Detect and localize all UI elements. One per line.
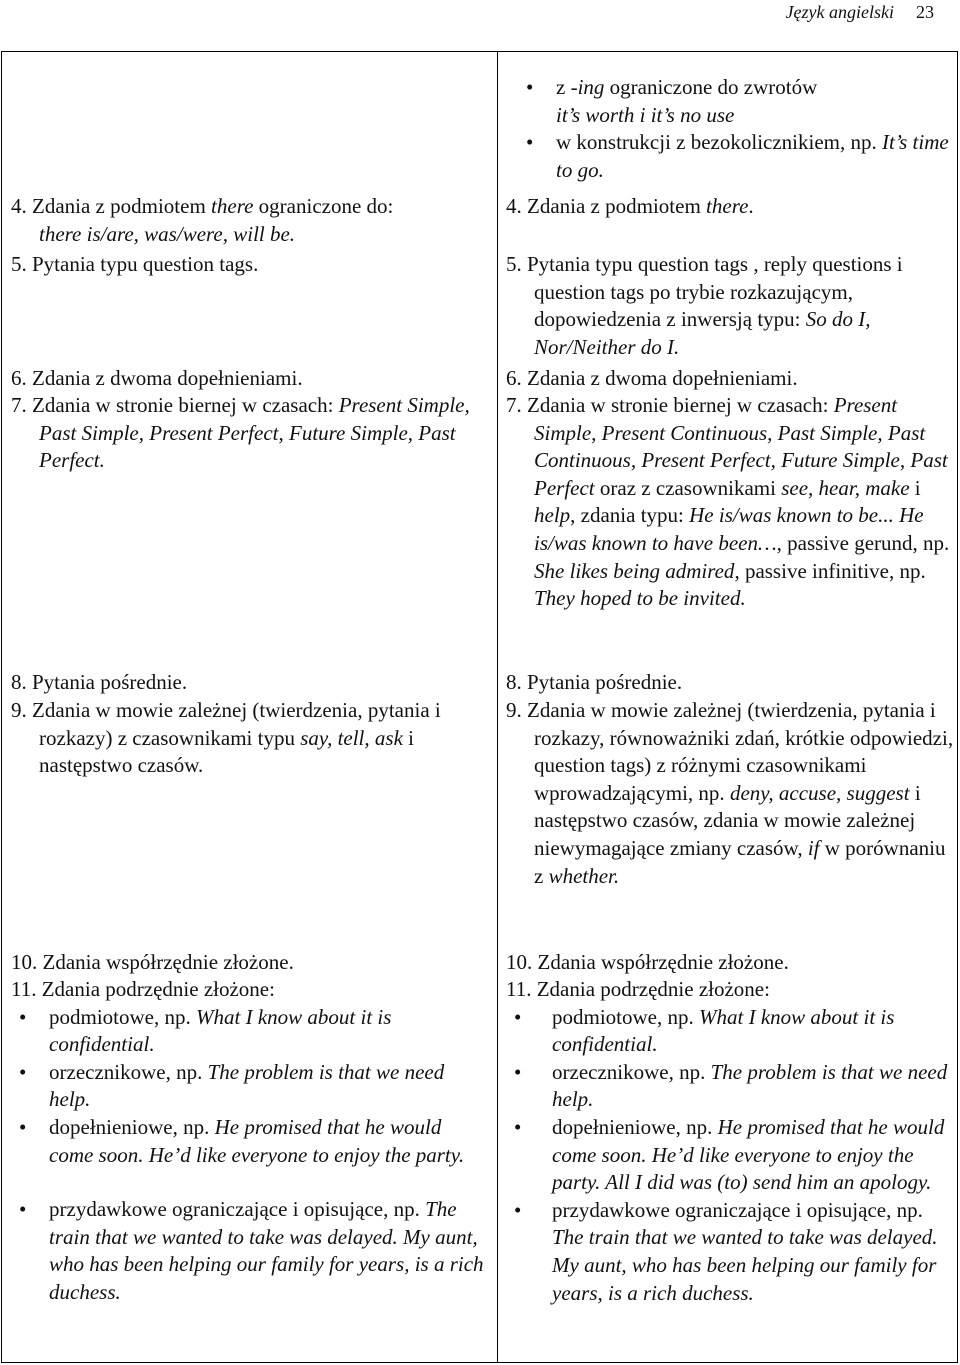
column-divider [497, 51, 498, 1363]
right-row-7: 7. Zdania w stronie biernej w czasach: Present Simple, Present Continuous, Past Simple, Past Continuous, Present Perfect, Future Simple, Past Perfect oraz z czasownikami see, hear, make i help, zdania typu: He is/was known to be... He is/was known to have been…, passive gerund, np. She likes being admired, passive infinitive, np. They hoped to be invited. [506, 393, 950, 611]
right-row-10: 10. Zdania współrzędnie złożone. [506, 950, 789, 974]
page-number: 23 [916, 2, 934, 22]
right-row-top [518, 74, 954, 184]
left-row-4: 4. Zdania z podmiotem there ograniczone do: there is/are, was/were, will be. [11, 194, 394, 246]
header-title: Język angielski [785, 2, 894, 22]
list-item: • podmiotowe, np. What I know about it is confidential. [506, 1004, 954, 1059]
list-item: • orzecznikowe, np. The problem is that we need help. [506, 1059, 954, 1114]
left-row-10: 10. Zdania współrzędnie złożone. [11, 950, 294, 974]
right-row-4: 4. Zdania z podmiotem there. [506, 194, 754, 218]
list-item: • dopełnieniowe, np. He promised that he would come soon. He’d like everyone to enjoy the party. All I did was (to) send him an apology. [506, 1114, 954, 1197]
page-header [786, 0, 934, 24]
left-row-9: 9. Zdania w mowie zależnej (twierdzenia, pytania i rozkazy) z czasownikami typu say, tell, ask i następstwo czasów. [11, 698, 441, 778]
right-row-8: 8. Pytania pośrednie. [506, 670, 683, 694]
right-row-11 [506, 976, 954, 1307]
right-row-9: 9. Zdania w mowie zależnej (twierdzenia, pytania i rozkazy, równoważniki zdań, krótkie odpowiedzi, question tags) z różnymi czasownikami wprowadzającymi, np. deny, accuse, suggest i następstwo czasów, zdania w mowie zależnej niewymagające zmiany czasów, if w porównaniu z whether. [506, 698, 954, 888]
list-item: • z -ing ograniczone do zwrotów it’s worth i it’s no use [518, 74, 954, 129]
right-row-6: 6. Zdania z dwoma dopełnieniami. [506, 366, 798, 390]
table-bottom-border [1, 1362, 958, 1363]
left-row-7: 7. Zdania w stronie biernej w czasach: Present Simple, Past Simple, Present Perfect, Future Simple, Past Perfect. [11, 393, 470, 473]
left-row-5: 5. Pytania typu question tags. [11, 252, 259, 276]
list-item: • przydawkowe ograniczające i opisujące, np. The train that we wanted to take was delayed. My aunt, who has been helping our family for years, is a rich duchess. [506, 1197, 954, 1307]
right-r11-head: 11. Zdania podrzędnie złożone: [506, 977, 770, 1001]
table-right-border [957, 51, 958, 1363]
list-item: • podmiotowe, np. What I know about it is confidential. [11, 1004, 486, 1059]
list-item: • przydawkowe ograniczające i opisujące, np. The train that we wanted to take was delayed. My aunt, who has been helping our family for years, is a rich duchess. [11, 1196, 486, 1306]
list-item: • w konstrukcji z bezokolicznikiem, np. It’s time to go. [518, 129, 954, 184]
list-item: • dopełnieniowe, np. He promised that he would come soon. He’d like everyone to enjoy the party. [11, 1114, 486, 1169]
left-r11-head: 11. Zdania podrzędnie złożone: [11, 977, 275, 1001]
list-item: • orzecznikowe, np. The problem is that we need help. [11, 1059, 486, 1114]
left-row-6: 6. Zdania z dwoma dopełnieniami. [11, 366, 303, 390]
left-row-8: 8. Pytania pośrednie. [11, 670, 188, 694]
right-row-5: 5. Pytania typu question tags , reply questions i question tags po trybie rozkazującym, dopowiedzenia z inwersją typu: So do I, Nor/Neither do I. [506, 252, 903, 359]
table-top-border [1, 51, 958, 52]
left-row-11 [11, 976, 486, 1307]
table-left-border [1, 51, 2, 1363]
